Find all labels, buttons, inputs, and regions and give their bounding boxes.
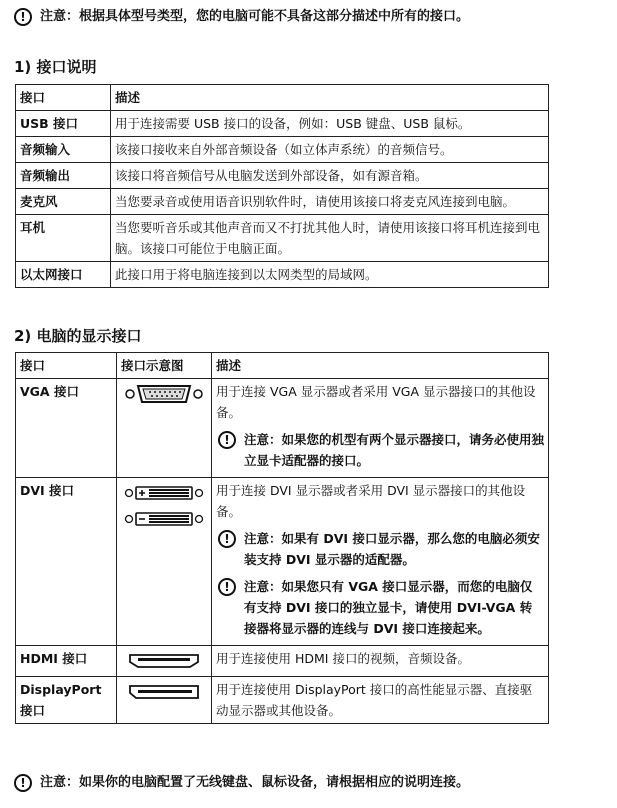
bottom-note xyxy=(14,772,469,794)
dvi-desc: 用于连接 DVI 显示器或者采用 DVI 显示器接口的其他设备。 xyxy=(216,483,526,519)
dvi-note-2 xyxy=(216,576,544,639)
vga-note xyxy=(216,429,544,471)
row-desc: 此接口用于将电脑连接到以太网类型的局域网。 xyxy=(111,262,549,288)
col-header-desc: 描述 xyxy=(111,85,549,111)
dp-diagram-cell xyxy=(117,677,212,724)
row-name: HDMI 接口 xyxy=(16,646,117,677)
row-name: 耳机 xyxy=(16,215,111,262)
dvi-note-2-text: 注意：如果您只有 VGA 接口显示器，而您的电脑仅有支持 DVI 接口的独立显卡，请使用 DVI-VGA 转接器将显示器的连线与 DVI 接口连接起来。 xyxy=(244,579,533,636)
row-name: 以太网接口 xyxy=(16,262,111,288)
dvi-desc-cell xyxy=(212,478,549,646)
table-row xyxy=(16,646,549,677)
exclamation-icon: ! xyxy=(218,578,236,596)
table-row xyxy=(16,478,549,646)
table-row xyxy=(16,189,549,215)
exclamation-icon: ! xyxy=(14,774,32,792)
vga-desc: 用于连接 VGA 显示器或者采用 VGA 显示器接口的其他设备。 xyxy=(216,384,536,420)
vga-note-text: 注意：如果您的机型有两个显示器接口，请务必使用独立显卡适配器的接口。 xyxy=(244,432,545,468)
row-name: 音频输入 xyxy=(16,137,111,163)
dvi-note-1 xyxy=(216,528,544,570)
dvi-diagram-cell xyxy=(117,478,212,646)
vga-desc-cell xyxy=(212,379,549,478)
col-header-diagram: 接口示意图 xyxy=(117,353,212,379)
row-name: USB 接口 xyxy=(16,111,111,137)
bottom-note-text: 注意：如果你的电脑配置了无线键盘、鼠标设备，请根据相应的说明连接。 xyxy=(40,775,470,790)
interface-table xyxy=(15,84,549,288)
table-row xyxy=(16,677,549,724)
table-row xyxy=(16,137,549,163)
row-desc: 该接口接收来自外部音频设备（如立体声系统）的音频信号。 xyxy=(111,137,549,163)
top-note-text: 注意：根据具体型号类型，您的电脑可能不具备这部分描述中所有的接口。 xyxy=(40,9,470,24)
row-name: VGA 接口 xyxy=(16,379,117,478)
vga-diagram-cell xyxy=(117,379,212,478)
hdmi-diagram-cell xyxy=(117,646,212,677)
table-row xyxy=(16,163,549,189)
hdmi-connector-icon xyxy=(121,648,207,674)
row-name: 麦克风 xyxy=(16,189,111,215)
top-note xyxy=(14,6,469,28)
table-row xyxy=(16,379,549,478)
row-desc: 该接口将音频信号从电脑发送到外部设备，如有源音箱。 xyxy=(111,163,549,189)
exclamation-icon: ! xyxy=(218,431,236,449)
col-header-desc: 描述 xyxy=(212,353,549,379)
table-header-row xyxy=(16,85,549,111)
exclamation-icon: ! xyxy=(218,530,236,548)
row-name: DisplayPort 接口 xyxy=(16,677,117,724)
table-row xyxy=(16,111,549,137)
dvi-note-1-text: 注意：如果有 DVI 接口显示器，那么您的电脑必须安装支持 DVI 显示器的适配器。 xyxy=(244,531,540,567)
hdmi-desc: 用于连接使用 HDMI 接口的视频，音频设备。 xyxy=(212,646,549,677)
table-row xyxy=(16,215,549,262)
section1-title: 1) 接口说明 xyxy=(14,58,97,76)
displayport-connector-icon xyxy=(121,679,207,705)
table-header-row xyxy=(16,353,549,379)
row-desc: 当您要听音乐或其他声音而又不打扰其他人时，请使用该接口将耳机连接到电脑。该接口可能位于电脑正面。 xyxy=(111,215,549,262)
row-name: DVI 接口 xyxy=(16,478,117,646)
col-header-interface: 接口 xyxy=(16,85,111,111)
table-row xyxy=(16,262,549,288)
row-desc: 当您要录音或使用语音识别软件时，请使用该接口将麦克风连接到电脑。 xyxy=(111,189,549,215)
exclamation-icon: ! xyxy=(14,8,32,26)
col-header-interface: 接口 xyxy=(16,353,117,379)
vga-connector-icon xyxy=(121,381,207,407)
dvi-d-connector-icon xyxy=(121,506,207,532)
row-desc: 用于连接需要 USB 接口的设备，例如：USB 键盘、USB 鼠标。 xyxy=(111,111,549,137)
section2-title: 2) 电脑的显示接口 xyxy=(14,327,142,345)
row-name: 音频输出 xyxy=(16,163,111,189)
display-table xyxy=(15,352,549,724)
dvi-i-connector-icon xyxy=(121,480,207,506)
dp-desc: 用于连接使用 DisplayPort 接口的高性能显示器、直接驱动显示器或其他设备。 xyxy=(212,677,549,724)
